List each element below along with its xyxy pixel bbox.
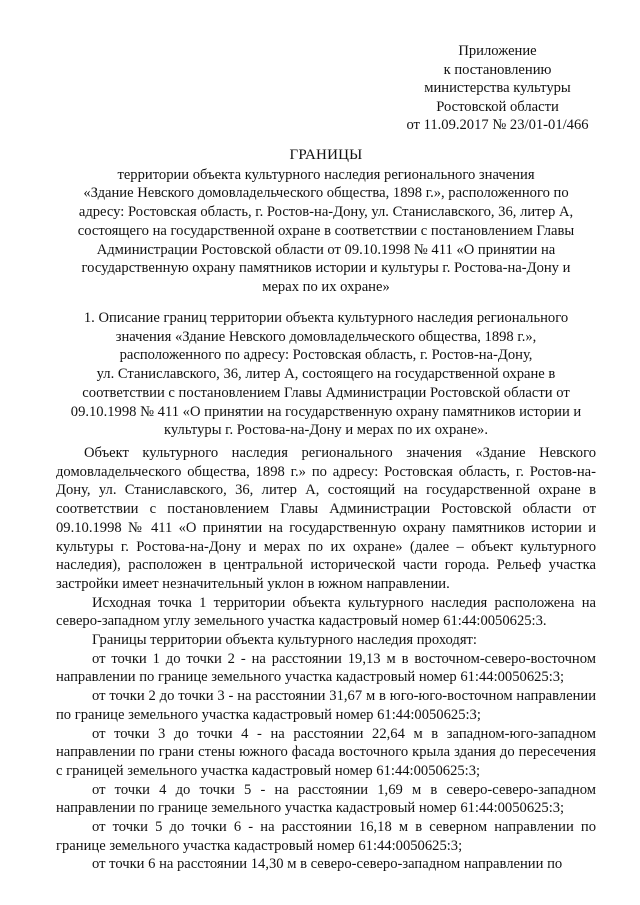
subtitle-line: состоящего на государственной охране в соответствии с постановлением Главы <box>77 222 575 239</box>
document-body <box>56 444 596 874</box>
heading: ГРАНИЦЫ <box>289 147 363 163</box>
boundary-segment-1-2: от точки 1 до точки 2 - на расстоянии 19,13 м в восточном-северо-восточном направлении по границе земельного участка кадастровый номер 61:44:0050625:3; <box>56 650 596 686</box>
boundary-segment-5-6: от точки 5 до точки 6 - на расстоянии 16,18 м в северном направлении по границе земельного участка кадастровый номер 61:44:0050625:3; <box>56 819 596 854</box>
boundary-segment-2-3: от точки 2 до точки 3 - на расстоянии 31,67 м в юго-юго-восточном направлении по границе земельного участка кадастровый номер 61:44:0050625:3; <box>56 688 596 723</box>
paragraph-boundaries-intro: Границы территории объекта культурного наследия проходят: <box>92 632 477 649</box>
subtitle-line: мерах по их охране» <box>262 278 390 295</box>
appendix-line: Ростовской области <box>436 98 559 115</box>
appendix-line: Приложение <box>458 43 537 59</box>
section-line: 1. Описание границ территории объекта культурного наследия регионального <box>83 310 569 326</box>
subtitle-line: территории объекта культурного наследия регионального значения <box>117 166 535 183</box>
document-title <box>56 146 596 297</box>
section-line: соответствии с постановлением Главы Администрации Ростовской области от <box>82 384 570 401</box>
section-line: ул. Станиславского, 36, литер А, состоящего на государственной охране в <box>96 366 556 383</box>
section-heading <box>56 309 596 440</box>
appendix-date-number: от 11.09.2017 № 23/01-01/466 <box>406 117 589 134</box>
subtitle-line: «Здание Невского домовладельческого общества, 1898 г.», расположенного по <box>83 185 569 202</box>
section-line: расположенного по адресу: Ростовская область, г. Ростов-на-Дону, <box>119 347 533 364</box>
subtitle-line: государственную охрану памятников истории и культуры г. Ростова-на-Дону и <box>81 260 571 277</box>
paragraph-start-point: Исходная точка 1 территории объекта культурного наследия расположена на северо-западном углу земельного участка кадастровый номер 61:44:0050625:3. <box>56 594 596 630</box>
section-line: значения «Здание Невского домовладельческого общества, 1898 г.», <box>115 328 537 345</box>
boundary-segment-3-4: от точки 3 до точки 4 - на расстоянии 22,64 м в западном-юго-западном направлении по грани стены южного фасада восточного крыла здания до пересечения с границей земельного участка кадастровый номер 61:44:0050625:3; <box>56 725 596 779</box>
subtitle-line: Администрации Ростовской области от 09.10.1998 № 411 «О принятии на <box>96 241 556 258</box>
appendix-line: министерства культуры <box>424 80 571 97</box>
section-line: культуры г. Ростова-на-Дону и мерах по их охране». <box>164 422 488 439</box>
boundary-segment-6: от точки 6 на расстоянии 14,30 м в северо-северо-западном направлении по <box>92 856 563 873</box>
paragraph-object-description: Объект культурного наследия регионального значения «Здание Невского домовладельческого общества, 1898 г.» по адресу: Ростовская область, г. Ростов-на-Дону, ул. Станиславского, 36, литер А, состоящий на государственной охране в соответствии с постановлением Главы Администрации Ростовской области от 09.10.1998 № 411 «О принятии на государственную охрану памятников истории и культуры г. Ростова-на-Дону и мерах по их охране» (далее – объект культурного наследия), расположен в центральной исторической части города. Рельеф участка застройки имеет незначительный уклон в южном направлении. <box>56 445 596 592</box>
appendix-header <box>395 42 600 135</box>
section-line: 09.10.1998 № 411 «О принятии на государственную охрану памятников истории и <box>70 403 582 420</box>
appendix-line: к постановлению <box>443 61 552 78</box>
boundary-segment-4-5: от точки 4 до точки 5 - на расстоянии 1,69 м в северо-северо-западном направлении по границе земельного участка кадастровый номер 61:44:0050625:3; <box>56 781 596 817</box>
subtitle-line: адресу: Ростовская область, г. Ростов-на-Дону, ул. Станиславского, 36, литер А, <box>78 204 574 221</box>
